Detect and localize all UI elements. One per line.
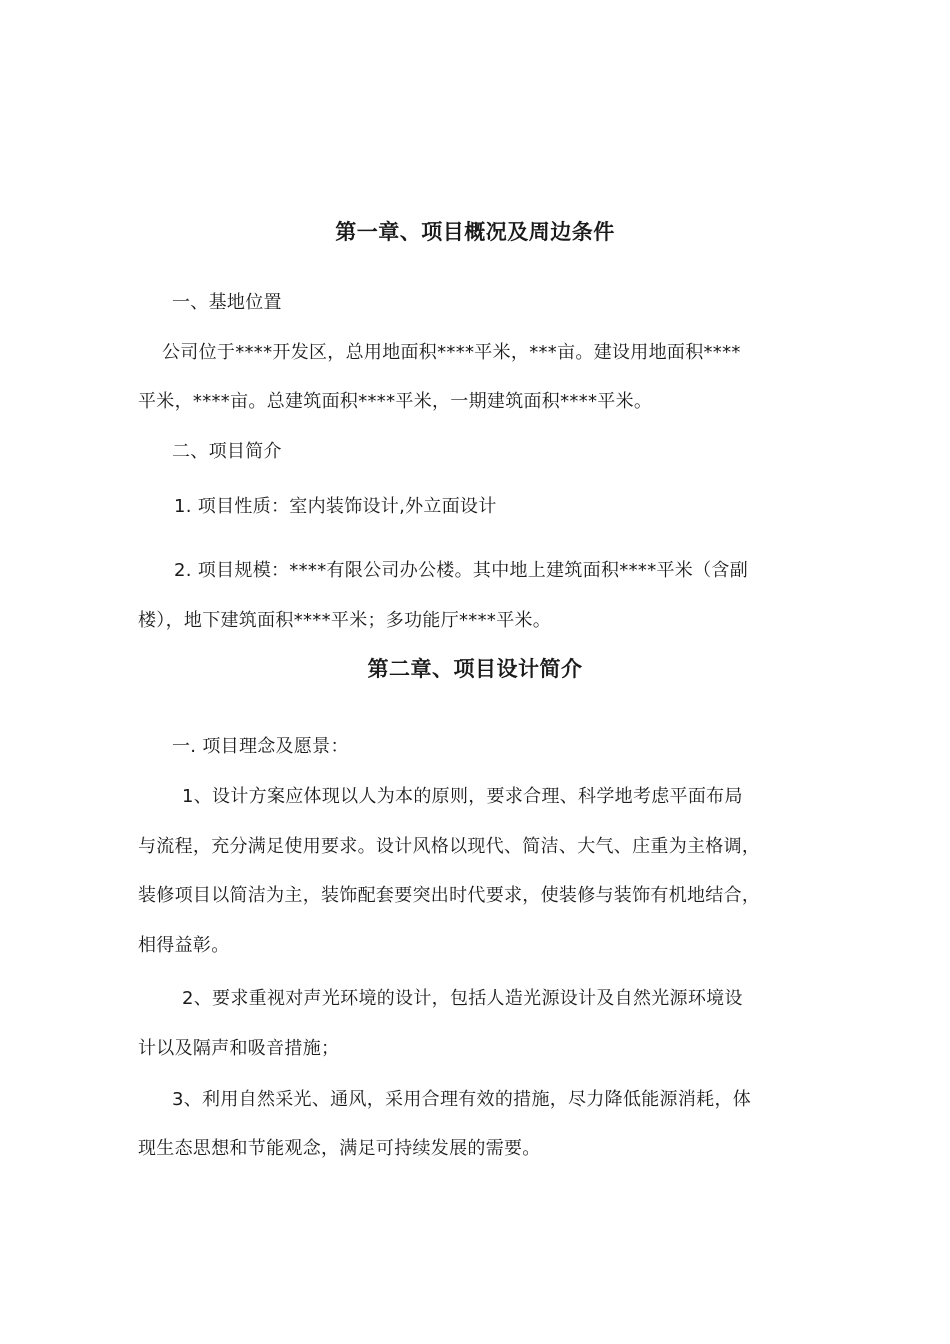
- site-location-paragraph-line-2: 平米，****亩。总建筑面积****平米，一期建筑面积****平米。: [138, 391, 653, 412]
- section-heading-concept-vision: 一. 项目理念及愿景：: [172, 736, 349, 757]
- chapter-1-title: 第一章、项目概况及周边条件: [335, 220, 615, 244]
- project-scale-item-line-2: 楼），地下建筑面积****平米；多功能厅****平米。: [138, 610, 552, 631]
- design-point-1-line-4: 相得益彰。: [138, 935, 230, 956]
- site-location-paragraph-line-1: 公司位于****开发区，总用地面积****平米，***亩。建设用地面积****: [162, 342, 741, 363]
- section-heading-project-intro: 二、项目简介: [172, 441, 282, 462]
- project-scale-item-line-1: 2. 项目规模：****有限公司办公楼。其中地上建筑面积****平米（含副: [174, 560, 748, 581]
- chapter-2-title: 第二章、项目设计简介: [367, 657, 583, 681]
- design-point-2-line-1: 2、要求重视对声光环境的设计，包括人造光源设计及自然光源环境设: [182, 988, 743, 1009]
- design-point-1-line-1: 1、设计方案应体现以人为本的原则，要求合理、科学地考虑平面布局: [182, 786, 743, 807]
- design-point-2-line-2: 计以及隔声和吸音措施；: [138, 1038, 340, 1059]
- design-point-3-line-2: 现生态思想和节能观念，满足可持续发展的需要。: [138, 1138, 541, 1159]
- section-heading-site-location: 一、基地位置: [172, 292, 282, 313]
- design-point-1-line-3: 装修项目以简洁为主，装饰配套要突出时代要求，使装修与装饰有机地结合，: [138, 885, 761, 906]
- design-point-3-line-1: 3、利用自然采光、通风，采用合理有效的措施，尽力降低能源消耗，体: [172, 1089, 752, 1110]
- project-nature-item: 1. 项目性质：室内装饰设计,外立面设计: [174, 496, 497, 517]
- design-point-1-line-2: 与流程，充分满足使用要求。设计风格以现代、简洁、大气、庄重为主格调，: [138, 836, 761, 857]
